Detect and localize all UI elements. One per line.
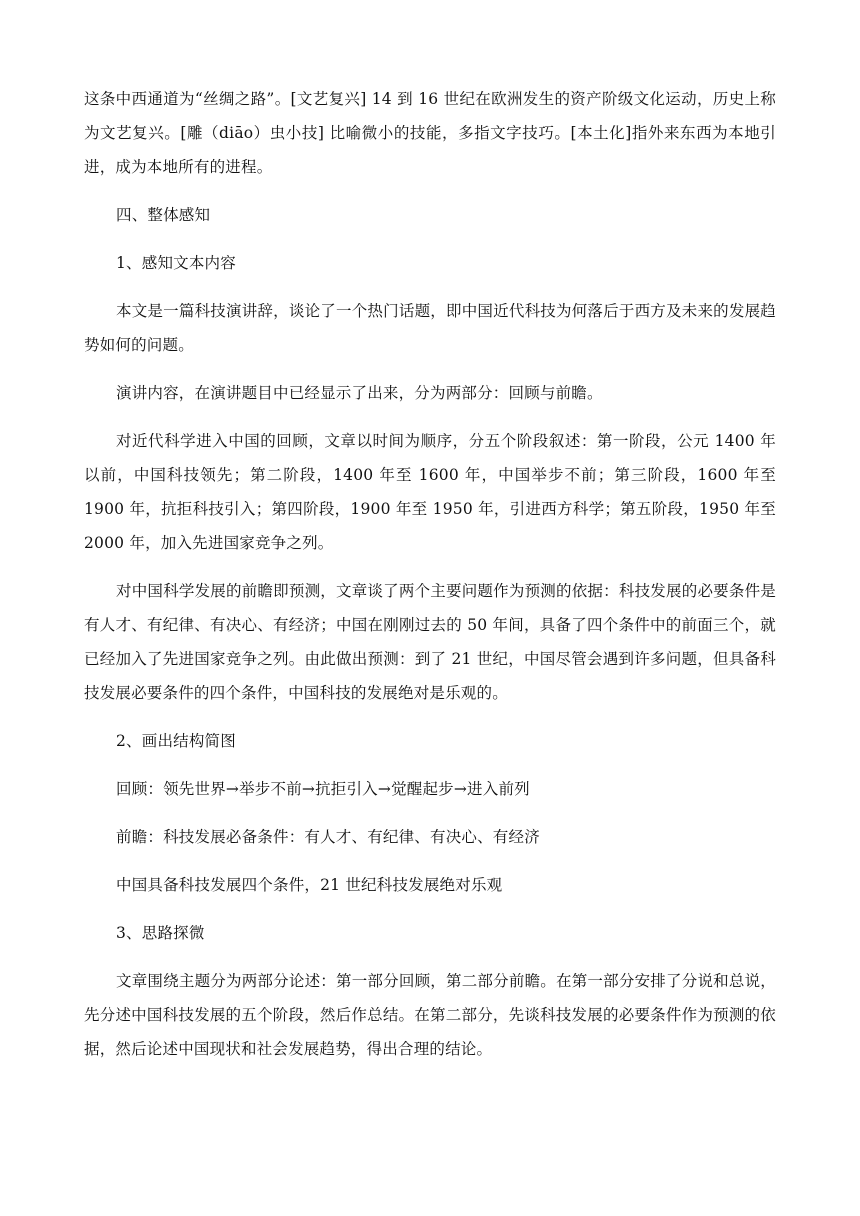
heading-overall-perception: 四、整体感知 <box>116 206 211 224</box>
paragraph-intro: 本文是一篇科技演讲辞，谈论了一个热门话题，即中国近代科技为何落后于西方及未来的发展趋势如何的问题。 <box>84 302 776 354</box>
paragraph-review: 对近代科学进入中国的回顾，文章以时间为顺序，分五个阶段叙述：第一阶段，公元 1400 年以前，中国科技领先；第二阶段，1400 年至 1600 年，中国举步不前；第三阶段，1600 年至 1900 年，抗拒科技引入；第四阶段，1900 年至 1950 年，引进西方科学；第五阶段，1950 年至 2000 年，加入先进国家竞争之列。 <box>84 432 776 552</box>
paragraph-speech-content: 演讲内容，在演讲题目中已经显示了出来，分为两部分：回顾与前瞻。 <box>116 384 603 402</box>
subheading-thought-analysis: 3、思路探微 <box>116 924 205 942</box>
paragraph-glossary: 这条中西通道为“丝绸之路”。[文艺复兴] 14 到 16 世纪在欧洲发生的资产阶级文化运动，历史上称为文艺复兴。[雕（diāo）虫小技] 比喻微小的技能，多指文字技巧。[本土化]指外来东西为本地引进，成为本地所有的进程。 <box>84 90 776 176</box>
paragraph-outlook: 对中国科学发展的前瞻即预测，文章谈了两个主要问题作为预测的依据：科技发展的必要条件是有人才、有纪律、有决心、有经济；中国在刚刚过去的 50 年间，具备了四个条件中的前面三个，就已经加入了先进国家竞争之列。由此做出预测：到了 21 世纪，中国尽管会遇到许多问题，但具备科技发展必要条件的四个条件，中国科技的发展绝对是乐观的。 <box>84 582 776 702</box>
structure-conclusion-line: 中国具备科技发展四个条件，21 世纪科技发展绝对乐观 <box>116 876 503 894</box>
paragraph-thought-analysis: 文章围绕主题分为两部分论述：第一部分回顾，第二部分前瞻。在第一部分安排了分说和总说，先分述中国科技发展的五个阶段，然后作总结。在第二部分，先谈科技发展的必要条件作为预测的依据，然后论述中国现状和社会发展趋势，得出合理的结论。 <box>84 972 776 1058</box>
subheading-text-content: 1、感知文本内容 <box>116 254 236 272</box>
document-page <box>84 82 776 1066</box>
structure-outlook-line: 前瞻：科技发展必备条件：有人才、有纪律、有决心、有经济 <box>116 828 540 846</box>
structure-review-line: 回顾：领先世界→举步不前→抗拒引入→觉醒起步→进入前列 <box>116 780 530 798</box>
subheading-structure-diagram: 2、画出结构简图 <box>116 732 236 750</box>
